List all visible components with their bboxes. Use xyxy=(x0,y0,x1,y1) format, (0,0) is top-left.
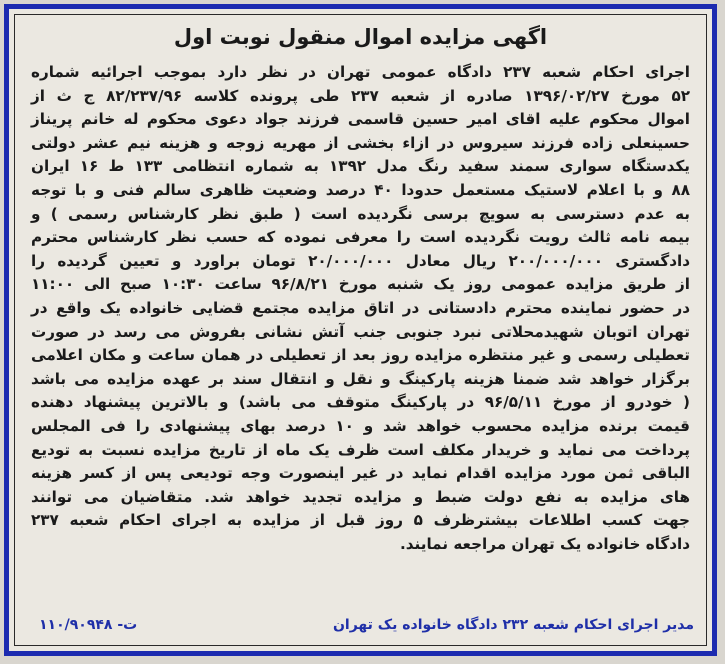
body-line: دادگستری ۲۰۰/۰۰۰/۰۰۰ ریال معادل ۲۰/۰۰۰/۰۰۰ تومان براورد و تعیین گردیده را xyxy=(31,251,691,270)
body-line: پرداخت می نماید و خریدار مکلف است ظرف یک ماه از تاریخ مزایده نسبت به تودیع xyxy=(31,440,690,459)
body-line: قیمت برنده مزایده محسوب خواهد شد و ۱۰ درصد بهای پیشنهادی را فی المجلس xyxy=(31,416,691,435)
auction-notice xyxy=(4,4,717,656)
notice-code: ۱۱۰/۹۰۹۴۸ -ت xyxy=(39,617,138,633)
body-line: بیمه نامه ثالث رویت نگردیده است را معرفی نموده که حسب نظر کارشناس محترم xyxy=(31,228,690,247)
body-line: تهران اتوبان شهیدمحلاتی نبرد جنوبی جنب آتش نشانی بفروش می رسد در صورت xyxy=(31,322,690,341)
body-line: برگزار خواهد شد ضمنا هزینه پارکینگ و نقل و انتقال سند بر عهده مزایده می باشد xyxy=(31,369,690,388)
body-line: از طریق مزایده عمومی روز یک شنبه مورخ ۹۶/۸/۲۱ ساعت ۱۰:۳۰ صبح الی ۱۱:۰۰ xyxy=(31,275,690,294)
body-line: الباقی ثمن مورد مزایده اقدام نماید در غیر اینصورت وجه تودیعی پس از کسر هزینه xyxy=(31,464,690,483)
notice-body xyxy=(31,61,690,556)
body-line: یکدستگاه سواری سمند سفید رنگ مدل ۱۳۹۲ به شماره انتظامی ۱۳۳ ط ۱۶ ایران xyxy=(31,157,690,176)
body-line: جهت کسب اطلاعات بیشترظرف ۵ روز قبل از مزایده به اجرای احکام شعبه ۲۳۷ xyxy=(31,511,690,530)
body-line: ۵۲ مورخ ۱۳۹۶/۰۲/۲۷ صادره از شعبه ۲۳۷ طی پرونده کلاسه ۸۲/۲۳۷/۹۶ ج ث از xyxy=(31,86,690,105)
notice-title: اگهی مزایده اموال منقول نوبت اول xyxy=(173,25,548,49)
body-line: های مزایده به نفع دولت ضبط و مزایده تجدید خواهد شد. متقاضیان می توانند xyxy=(31,487,690,506)
body-line: در حضور نماینده محترم دادستانی در اتاق مزایده مجتمع قضایی خانواده یک واقع در xyxy=(31,298,690,317)
body-line: حسینعلی زاده فرزند سیروس در ازاء بخشی از مهریه زوجه و هزینه نیم عشر دولتی xyxy=(31,133,690,152)
body-line: اموال محکوم علیه اقای امیر حسین قاسمی فرزند جواد دعوی محکوم له خانم پریناز xyxy=(31,110,690,129)
body-line: ( خودرو از مورخ ۹۶/۵/۱۱ در پارکینگ متوقف می باشد) و بالاترین پیشنهاد دهنده xyxy=(31,393,690,412)
body-line: به عدم دسترسی به سویچ برسی نگردیده است ( طبق نظر کارشناس رسمی ) و xyxy=(31,204,690,223)
body-line: تعطیلی رسمی و غیر منتظره مزایده روز بعد از تعطیلی در همان ساعت و مکان اعلامی xyxy=(31,346,690,365)
body-line: اجرای احکام شعبه ۲۳۷ دادگاه عمومی تهران در نظر دارد بموجب اجرائیه شماره xyxy=(31,63,690,81)
body-line: دادگاه خانواده یک تهران مراجعه نمایند. xyxy=(400,534,690,553)
body-line: ۸۸ و با اعلام لاستیک مستعمل حدودا ۴۰ درصد وضعیت ظاهری سالم فنی و با توجه xyxy=(31,180,690,199)
notice-signature: مدیر اجرای احکام شعبه ۲۳۲ دادگاه خانواده یک تهران xyxy=(332,617,694,633)
